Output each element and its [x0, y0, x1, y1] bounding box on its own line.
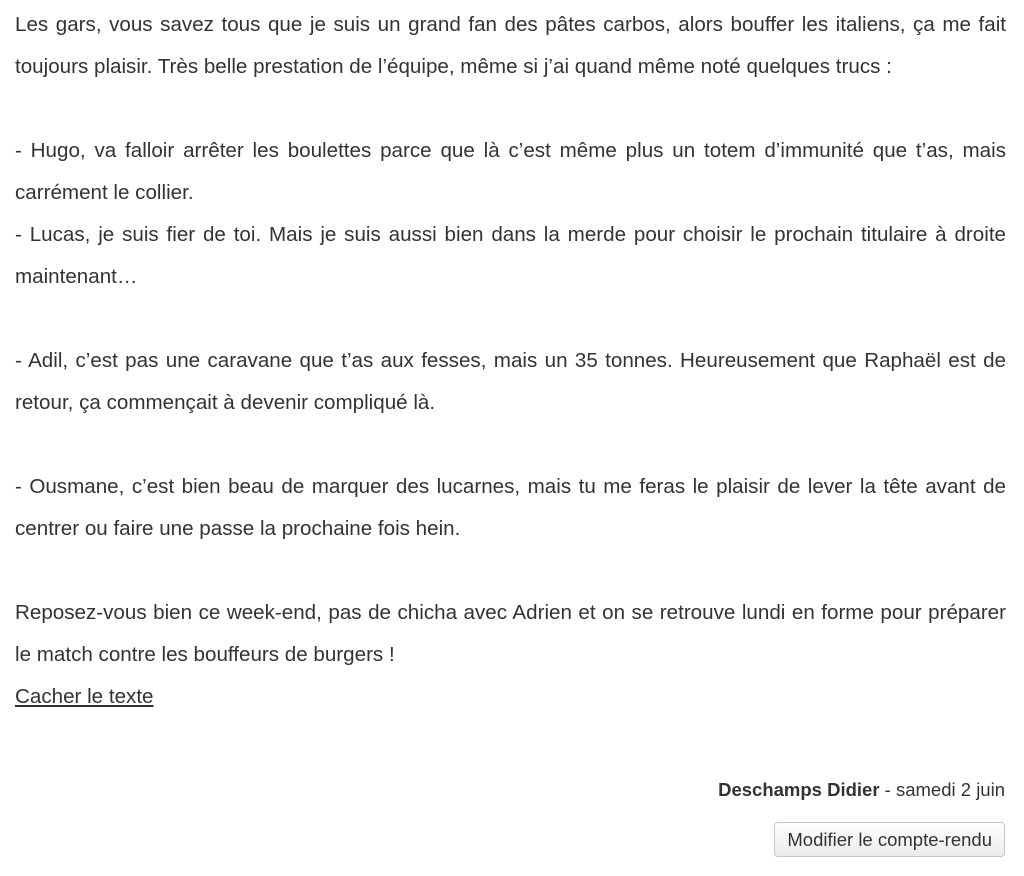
author-name: Deschamps Didier: [718, 779, 880, 800]
report-paragraph-intro: Les gars, vous savez tous que je suis un grand fan des pâtes carbos, alors bouffer les italiens, ça me fait toujours plaisir. Très belle prestation de l’équipe, même si j’ai quand même noté quelques trucs :: [15, 13, 1006, 78]
paragraph-spacer: [15, 298, 1006, 340]
hide-text-link[interactable]: Cacher le texte: [15, 685, 154, 708]
report-paragraph-adil: - Adil, c’est pas une caravane que t’as aux fesses, mais un 35 tonnes. Heureusement que Raphaël est de retour, ça commençait à devenir compliqué là.: [15, 349, 1006, 414]
report-body: [15, 4, 1006, 718]
report-paragraph-ousmane: - Ousmane, c’est bien beau de marquer des lucarnes, mais tu me feras le plaisir de lever la tête avant de centrer ou faire une passe la prochaine fois hein.: [15, 475, 1006, 540]
report-signature: [718, 772, 1005, 808]
report-paragraph-hugo: - Hugo, va falloir arrêter les boulettes parce que là c’est même plus un totem d’immunité que t’as, mais carrément le collier.: [15, 139, 1006, 204]
report-paragraph-lucas: - Lucas, je suis fier de toi. Mais je suis aussi bien dans la merde pour choisir le prochain titulaire à droite maintenant…: [15, 223, 1006, 288]
signature-separator: -: [879, 779, 896, 800]
report-paragraph-closing: Reposez-vous bien ce week-end, pas de chicha avec Adrien et on se retrouve lundi en forme pour préparer le match contre les bouffeurs de burgers !: [15, 601, 1006, 666]
edit-report-button[interactable]: Modifier le compte-rendu: [774, 822, 1005, 857]
report-date: samedi 2 juin: [895, 779, 1005, 800]
paragraph-spacer: [15, 88, 1006, 130]
paragraph-spacer: [15, 424, 1006, 466]
paragraph-spacer: [15, 550, 1006, 592]
